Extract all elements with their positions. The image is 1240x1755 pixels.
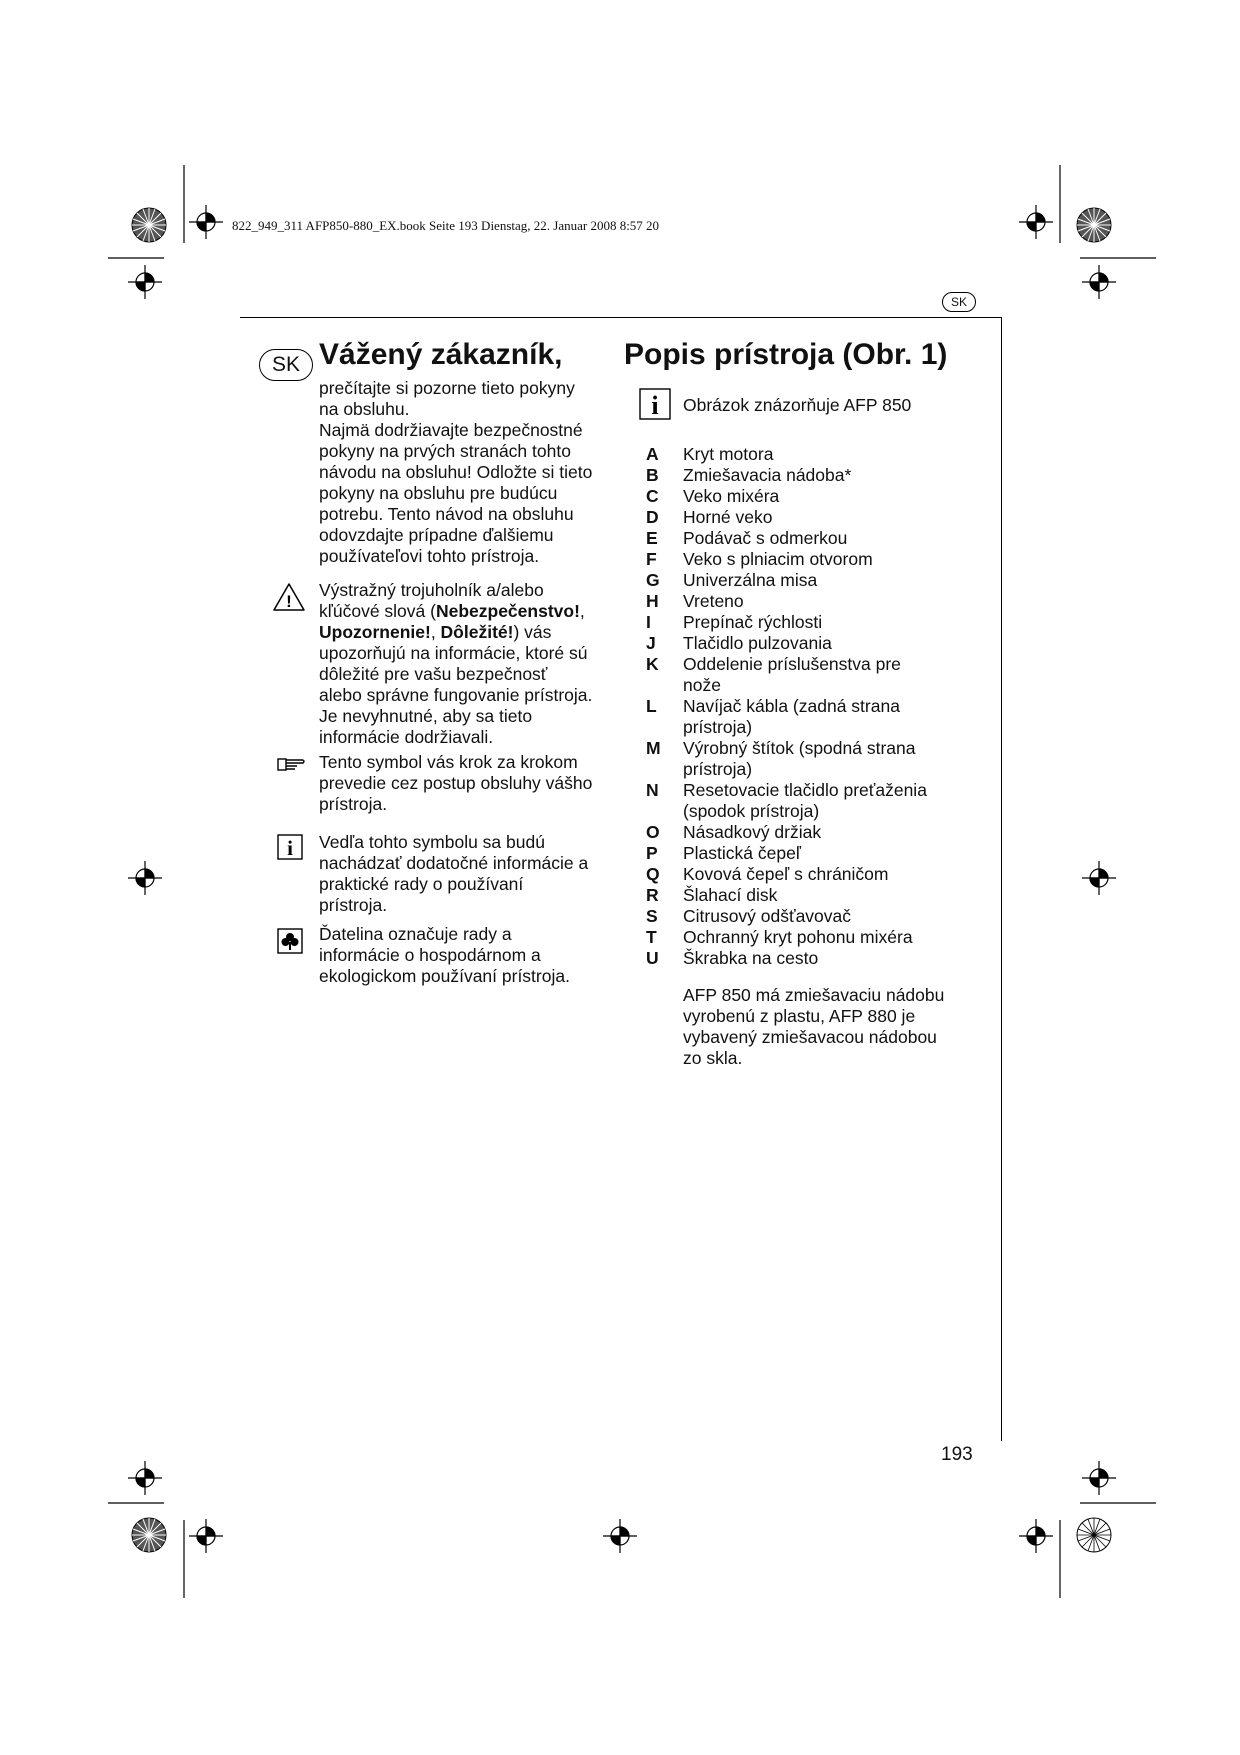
part-letter: J <box>646 633 656 653</box>
text-line: Vedľa tohto symbolu sa budú <box>319 832 545 852</box>
text-line: Najmä dodržiavajte bezpečnostné <box>319 420 583 440</box>
svg-text:i: i <box>287 836 293 860</box>
text-line: na obsluhu. <box>319 399 410 419</box>
part-letter: D <box>646 507 659 527</box>
list-item <box>646 948 976 969</box>
part-label-line: prístroja) <box>683 759 753 779</box>
part-label: Ochranný kryt pohonu mixéra <box>683 927 913 947</box>
text-line: Výstražný trojuholník a/alebo <box>319 580 544 600</box>
language-label: SK <box>259 349 313 381</box>
text-line: AFP 850 má zmiešavaciu nádobu <box>683 985 945 1005</box>
part-label: Tlačidlo pulzovania <box>683 633 832 653</box>
text-line: návodu na obsluhu! Odložte si tieto <box>319 462 593 482</box>
text-span: , <box>430 622 441 642</box>
part-label: Šlahací disk <box>683 885 778 905</box>
text-line: používateľovi tohto prístroja. <box>319 546 540 566</box>
part-label-line: Navíjač kábla (zadná strana <box>683 696 900 716</box>
top-rule <box>240 317 1002 318</box>
step-paragraph <box>319 752 619 815</box>
part-label-line: Oddelenie príslušenstva pre <box>683 654 901 674</box>
part-letter: M <box>646 738 661 758</box>
print-header: 822_949_311 AFP850-880_EX.book Seite 193 Dienstag, 22. Januar 2008 8:57 20 <box>232 218 660 233</box>
part-letter: K <box>646 654 659 674</box>
right-rule <box>1001 317 1002 1441</box>
text-line: upozorňujú na informácie, ktoré sú <box>319 643 588 663</box>
part-letter: P <box>646 843 658 863</box>
part-letter: I <box>646 612 651 632</box>
list-item <box>646 654 976 696</box>
warning-triangle-icon <box>272 582 306 612</box>
list-item <box>646 696 976 738</box>
part-label: Veko mixéra <box>683 486 780 506</box>
text-line: vybavený zmiešavacou nádobou <box>683 1027 937 1047</box>
eco-paragraph <box>319 924 619 987</box>
parts-legend <box>646 444 976 969</box>
list-item <box>646 780 976 822</box>
text-line: praktické rady o používaní <box>319 874 524 894</box>
part-label <box>683 738 976 780</box>
part-letter: T <box>646 927 657 947</box>
pointing-hand-icon <box>276 754 306 774</box>
part-letter: E <box>646 528 658 548</box>
text-line <box>319 601 619 622</box>
part-label <box>683 654 976 696</box>
list-item <box>646 612 976 633</box>
model-note <box>683 985 983 1069</box>
text-line: potrebu. Tento návod na obsluhu <box>319 504 574 524</box>
list-item <box>646 507 976 528</box>
part-letter: B <box>646 465 659 485</box>
list-item <box>646 528 976 549</box>
part-label: Násadkový držiak <box>683 822 822 842</box>
text-line: pokyny na obsluhu pre budúcu <box>319 483 558 503</box>
warning-paragraph <box>319 580 619 748</box>
text-line: ekologickom používaní prístroja. <box>319 966 570 986</box>
text-line: odovzdajte prípadne ďalšiemu <box>319 525 554 545</box>
list-item <box>646 444 976 465</box>
list-item <box>646 549 976 570</box>
part-letter: F <box>646 549 657 569</box>
list-item <box>646 738 976 780</box>
part-letter: L <box>646 696 657 716</box>
part-label: Citrusový odšťavovač <box>683 906 852 926</box>
part-letter: H <box>646 591 659 611</box>
svg-text:i: i <box>651 391 659 420</box>
part-label-line: prístroja) <box>683 717 753 737</box>
clover-icon <box>277 928 303 954</box>
text-line: zo skla. <box>683 1048 743 1068</box>
text-line: informácie o hospodárnom a <box>319 945 541 965</box>
info-paragraph <box>319 832 619 916</box>
list-item <box>646 822 976 843</box>
text-line: dôležité pre vašu bezpečnosť <box>319 664 548 684</box>
list-item <box>646 927 976 948</box>
part-letter: U <box>646 948 659 968</box>
page-title-left: Vážený zákazník, <box>319 338 563 371</box>
part-label: Veko s plniacim otvorom <box>683 549 873 569</box>
list-item <box>646 885 976 906</box>
part-label <box>683 780 976 822</box>
part-letter: A <box>646 444 659 464</box>
list-item <box>646 465 976 486</box>
text-line: prístroja. <box>319 895 388 915</box>
part-label: Plastická čepeľ <box>683 843 801 863</box>
text-line: vyrobenú z plastu, AFP 880 je <box>683 1006 916 1026</box>
text-line: Je nevyhnutné, aby sa tieto <box>319 706 533 726</box>
text-line: prístroja. <box>319 794 388 814</box>
list-item <box>646 906 976 927</box>
text-line <box>319 622 619 643</box>
language-badge: SK <box>942 292 976 312</box>
list-item <box>646 486 976 507</box>
text-line: Tento symbol vás krok za krokom <box>319 752 578 772</box>
keyword-danger: Nebezpečenstvo! <box>435 601 580 621</box>
part-letter: S <box>646 906 658 926</box>
svg-text:!: ! <box>286 592 292 611</box>
part-letter: N <box>646 780 659 800</box>
part-letter: Q <box>646 864 660 884</box>
text-line: alebo správne fungovanie prístroja. <box>319 685 593 705</box>
page-number: 193 <box>941 1444 973 1465</box>
part-label-line: Výrobný štítok (spodná strana <box>683 738 916 758</box>
part-letter: G <box>646 570 660 590</box>
text-line: informácie dodržiavali. <box>319 727 494 747</box>
list-item <box>646 591 976 612</box>
part-letter: C <box>646 486 659 506</box>
part-label-line: nože <box>683 675 721 695</box>
list-item <box>646 843 976 864</box>
text-span: , <box>579 601 585 621</box>
text-line: Ďatelina označuje rady a <box>319 924 512 944</box>
part-letter: O <box>646 822 660 842</box>
part-label: Prepínač rýchlosti <box>683 612 823 632</box>
intro-paragraph <box>319 378 619 567</box>
part-label: Kryt motora <box>683 444 774 464</box>
figure-note: Obrázok znázorňuje AFP 850 <box>683 395 912 415</box>
text-line: prečítajte si pozorne tieto pokyny <box>319 378 575 398</box>
list-item <box>646 864 976 885</box>
part-label: Škrabka na cesto <box>683 948 819 968</box>
part-label <box>683 696 976 738</box>
part-label-line: (spodok prístroja) <box>683 801 820 821</box>
part-label: Zmiešavacia nádoba* <box>683 465 852 485</box>
text-span: ) vás <box>513 622 552 642</box>
text-line: pokyny na prvých stranách tohto <box>319 441 571 461</box>
list-item <box>646 633 976 654</box>
info-icon <box>277 834 303 860</box>
part-label: Horné veko <box>683 507 773 527</box>
part-label: Kovová čepeľ s chráničom <box>683 864 889 884</box>
part-label-line: Resetovacie tlačidlo preťaženia <box>683 780 927 800</box>
keyword-important: Dôležité! <box>440 622 514 642</box>
text-line: nachádzať dodatočné informácie a <box>319 853 589 873</box>
keyword-caution: Upozornenie! <box>319 622 431 642</box>
page-title-right: Popis prístroja (Obr. 1) <box>624 338 948 371</box>
part-label: Vreteno <box>683 591 744 611</box>
part-label: Podávač s odmerkou <box>683 528 848 548</box>
text-line: prevedie cez postup obsluhy vášho <box>319 773 593 793</box>
text-span: kľúčové slová ( <box>319 601 436 621</box>
list-item <box>646 570 976 591</box>
info-icon <box>639 388 671 420</box>
part-letter: R <box>646 885 659 905</box>
part-label: Univerzálna misa <box>683 570 818 590</box>
